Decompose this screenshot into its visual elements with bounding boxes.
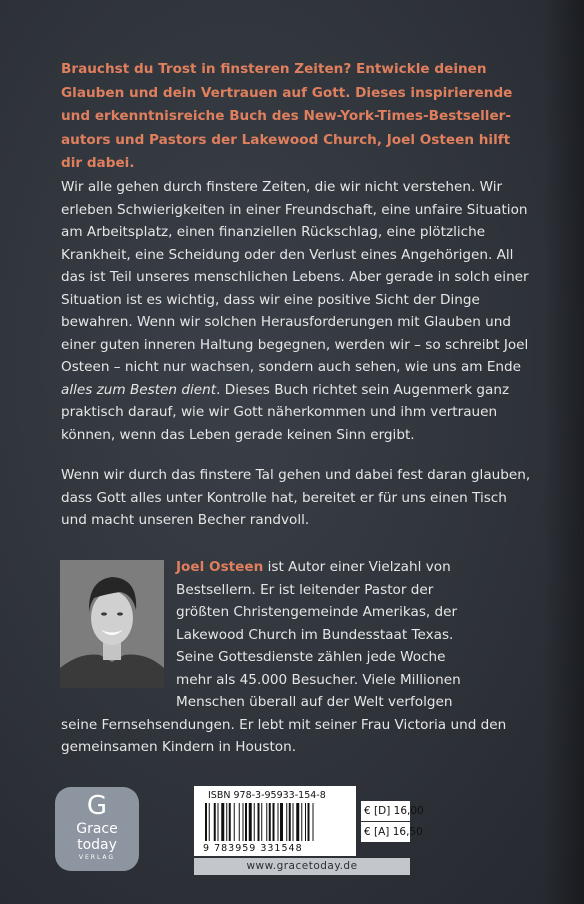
barcode-stripe: [226, 803, 227, 841]
barcode-stripe: [239, 803, 240, 841]
paragraph-1-end: . Dieses Buch richtet sein Augenmerk ganz praktisch darauf, wie wir Gott näherkommen und ihm vertrauen können, wenn das Leben gerade keinen Sinn ergibt.: [61, 381, 510, 443]
bio-line-1: [61, 556, 531, 579]
barcode-stripe: [313, 803, 314, 841]
publisher-website: www.gracetoday.de: [194, 858, 410, 875]
barcode-digits: 9 783959 331548: [203, 843, 303, 854]
barcode-stripe: [301, 803, 302, 841]
bio-line-7: Menschen überall auf der Welt verfolgen: [176, 694, 453, 710]
barcode-stripe: [218, 803, 219, 841]
barcode-stripe: [273, 803, 275, 841]
barcode-stripe: [234, 803, 235, 841]
barcode-stripe: [308, 803, 310, 841]
intro-blurb: Brauchst du Trost in finsteren Zeiten? Entwickle deinen Glauben und dein Vertrauen auf Gott. Dieses inspirierende und erkenntnisreiche Buch des New-York-Times-Bestseller-autors und Pastors der Lakewood Church, Joel Osteen hilft dir dabei.: [61, 61, 513, 171]
barcode-stripe: [205, 803, 207, 841]
bio-line-9: gemeinsamen Kindern in Houston.: [61, 739, 297, 755]
barcode-stripe: [269, 803, 271, 841]
barcode-stripe: [221, 803, 224, 841]
barcode-stripe: [293, 803, 294, 841]
barcode-stripe: [305, 803, 306, 841]
logo-g-glyph: G: [86, 791, 108, 821]
bio-line-1-text: ist Autor einer Vielzahl von: [263, 559, 451, 575]
author-name: Joel Osteen: [176, 559, 264, 575]
barcode-stripe: [280, 803, 283, 841]
bio-line-2: Bestsellern. Er ist leitender Pastor der: [176, 581, 434, 598]
paragraph-1-emphasis: alles zum Besten dient: [61, 381, 217, 398]
barcode-stripe: [296, 803, 299, 841]
paragraph-1-start: Wir alle gehen durch finstere Zeiten, die wir nicht verstehen. Wir erleben Schwierigkeiten in einer Freundschaft, eine unfaire Situation am Arbeitsplatz, einen finanziellen Rückschlag, eine plötzliche Krankheit, eine Scheidung oder den Verlust eines Angehörigen. All das ist Teil unseres menschlichen Lebens. Aber gerade in solch einer Situation ist es wichtig, dass wir eine positive Sicht der Dinge bewahren. Wenn wir solchen Herausforderungen mit Glauben und einer guten inneren Haltung begegnen, werden wir – so schreibt Joel Osteen – nicht nur wachsen, sondern auch sehen, wie uns am Ende: [61, 179, 529, 375]
isbn-number: ISBN 978-3-95933-154-8: [208, 790, 326, 801]
logo-word-grace: Grace: [76, 821, 118, 837]
barcode-stripe: [214, 803, 216, 841]
barcode-stripe: [258, 803, 260, 841]
logo-word-today: today: [77, 837, 117, 853]
barcode-stripe: [209, 803, 210, 841]
barcode-stripe: [245, 803, 247, 841]
price-austria: € [A] 16,50: [361, 822, 410, 842]
barcode-stripe: [243, 803, 244, 841]
logo-word-verlag: VERLAG: [78, 854, 116, 861]
barcode-stripe: [286, 803, 287, 841]
author-bio: [61, 556, 531, 759]
barcode-stripe: [266, 803, 267, 841]
description-paragraph-1: [61, 176, 531, 446]
bio-line-8: seine Fernsehsendungen. Er lebt mit seiner Frau Victoria und den: [61, 716, 507, 733]
bio-line-4: Lakewood Church im Bundesstaat Texas.: [176, 626, 454, 643]
description-paragraph-2: Wenn wir durch das finstere Tal gehen und dabei fest daran glauben, dass Gott alles unter Kontrolle hat, bereitet er für uns einen Tisch und macht unseren Becher randvoll.: [61, 467, 531, 528]
barcode-stripe: [289, 803, 291, 841]
bio-line-6: mehr als 45.000 Besucher. Viele Millionen: [176, 671, 461, 688]
grace-today-logo: [55, 787, 139, 871]
barcode-stripe: [261, 803, 262, 841]
price-germany: € [D] 16,00: [361, 801, 410, 821]
barcode-bars: [205, 803, 353, 843]
bio-line-3: größten Christengemeinde Amerikas, der: [176, 604, 458, 620]
barcode-stripe: [249, 803, 252, 841]
barcode-stripe: [278, 803, 279, 841]
barcode-stripe: [229, 803, 231, 841]
spine-shadow: [544, 0, 584, 904]
bio-line-5: Seine Gottesdienste zählen jede Woche: [176, 649, 446, 665]
barcode-stripe: [254, 803, 255, 841]
